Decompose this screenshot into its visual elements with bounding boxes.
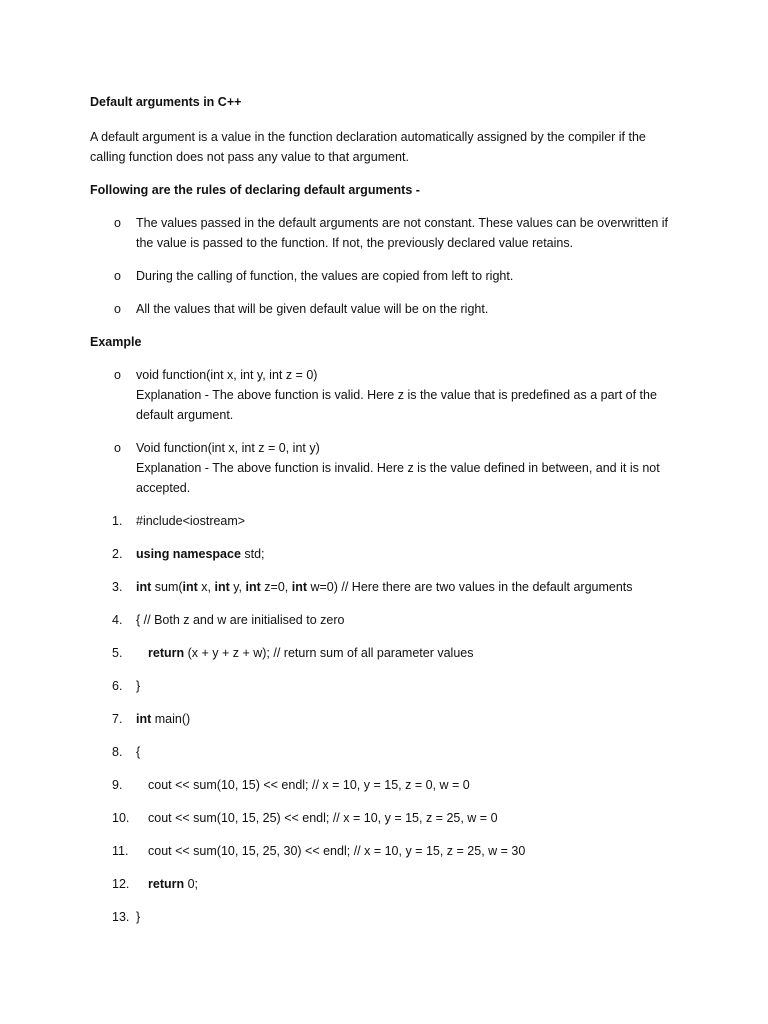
code-text: z=0, bbox=[260, 580, 292, 594]
line-number: 8. bbox=[112, 745, 123, 759]
code-text: } bbox=[136, 910, 141, 924]
rule-text: The values passed in the default arguments are not constant. These values can be overwritten if the value is passed to the function. If not, the previously declared value retains. bbox=[136, 216, 669, 250]
code-line bbox=[90, 907, 680, 927]
bullet-marker: o bbox=[114, 302, 121, 316]
code-text: 0; bbox=[184, 877, 199, 891]
bullet-marker: o bbox=[114, 269, 121, 283]
code-text: main() bbox=[151, 712, 191, 726]
line-number: 1. bbox=[112, 514, 123, 528]
bullet-marker: o bbox=[114, 216, 121, 230]
code-line bbox=[90, 742, 680, 762]
line-number: 13. bbox=[112, 910, 130, 924]
example-item bbox=[90, 438, 680, 498]
line-number: 9. bbox=[112, 778, 123, 792]
line-number: 10. bbox=[112, 811, 130, 825]
rules-heading: Following are the rules of declaring default arguments - bbox=[90, 183, 420, 197]
code-text: cout << sum(10, 15, 25, 30) << endl; // x = 10, y = 15, z = 25, w = 30 bbox=[148, 844, 526, 858]
code-line bbox=[90, 841, 680, 861]
code-text: sum( bbox=[151, 580, 183, 594]
example-item bbox=[90, 365, 680, 425]
code-keyword: int bbox=[136, 712, 152, 726]
line-number: 4. bbox=[112, 613, 123, 627]
bullet-marker: o bbox=[114, 441, 121, 455]
code-line bbox=[90, 874, 680, 894]
code-text: cout << sum(10, 15) << endl; // x = 10, y = 15, z = 0, w = 0 bbox=[148, 778, 470, 792]
line-number: 5. bbox=[112, 646, 123, 660]
code-line bbox=[90, 775, 680, 795]
code-line bbox=[90, 676, 680, 696]
code-keyword: int bbox=[136, 580, 152, 594]
examples-list bbox=[90, 365, 680, 498]
example-code: Void function(int x, int z = 0, int y) bbox=[136, 441, 320, 455]
code-text: x, bbox=[197, 580, 215, 594]
code-line bbox=[90, 643, 680, 663]
example-explanation: Explanation - The above function is valid. Here z is the value that is predefined as a part of the default argument. bbox=[136, 388, 657, 422]
code-keyword: int bbox=[182, 580, 198, 594]
code-text: { bbox=[136, 745, 141, 759]
code-text: (x + y + z + w); // return sum of all parameter values bbox=[184, 646, 474, 660]
code-keyword: using namespace bbox=[136, 547, 241, 561]
rules-list bbox=[90, 213, 680, 319]
line-number: 12. bbox=[112, 877, 130, 891]
rule-text: During the calling of function, the values are copied from left to right. bbox=[136, 269, 514, 283]
line-number: 2. bbox=[112, 547, 123, 561]
code-keyword: int bbox=[214, 580, 230, 594]
code-listing bbox=[90, 511, 680, 927]
code-line bbox=[90, 808, 680, 828]
code-keyword: int bbox=[291, 580, 307, 594]
example-code: void function(int x, int y, int z = 0) bbox=[136, 368, 318, 382]
rule-item bbox=[90, 213, 680, 253]
code-keyword: return bbox=[148, 646, 185, 660]
code-text: { // Both z and w are initialised to zero bbox=[136, 613, 345, 627]
line-number: 3. bbox=[112, 580, 123, 594]
code-line bbox=[90, 544, 680, 564]
rule-item bbox=[90, 299, 680, 319]
code-line bbox=[90, 610, 680, 630]
code-line bbox=[90, 577, 680, 597]
line-number: 6. bbox=[112, 679, 123, 693]
code-keyword: int bbox=[245, 580, 261, 594]
document-title: Default arguments in C++ bbox=[90, 95, 242, 109]
line-number: 11. bbox=[112, 844, 129, 858]
code-line bbox=[90, 709, 680, 729]
rule-text: All the values that will be given default value will be on the right. bbox=[136, 302, 489, 316]
document-page bbox=[90, 92, 680, 940]
code-text: #include<iostream> bbox=[136, 514, 246, 528]
code-text: y, bbox=[229, 580, 246, 594]
code-text: cout << sum(10, 15, 25) << endl; // x = 10, y = 15, z = 25, w = 0 bbox=[148, 811, 498, 825]
code-text: } bbox=[136, 679, 141, 693]
intro-paragraph: A default argument is a value in the function declaration automatically assigned by the compiler if the calling function does not pass any value to that argument. bbox=[90, 130, 646, 164]
bullet-marker: o bbox=[114, 368, 121, 382]
code-text: std; bbox=[240, 547, 265, 561]
code-keyword: return bbox=[148, 877, 185, 891]
rule-item bbox=[90, 266, 680, 286]
example-explanation: Explanation - The above function is invalid. Here z is the value defined in between, and it is not accepted. bbox=[136, 461, 660, 495]
example-heading: Example bbox=[90, 335, 142, 349]
code-line bbox=[90, 511, 680, 531]
code-text: w=0) // Here there are two values in the default arguments bbox=[307, 580, 633, 594]
line-number: 7. bbox=[112, 712, 123, 726]
